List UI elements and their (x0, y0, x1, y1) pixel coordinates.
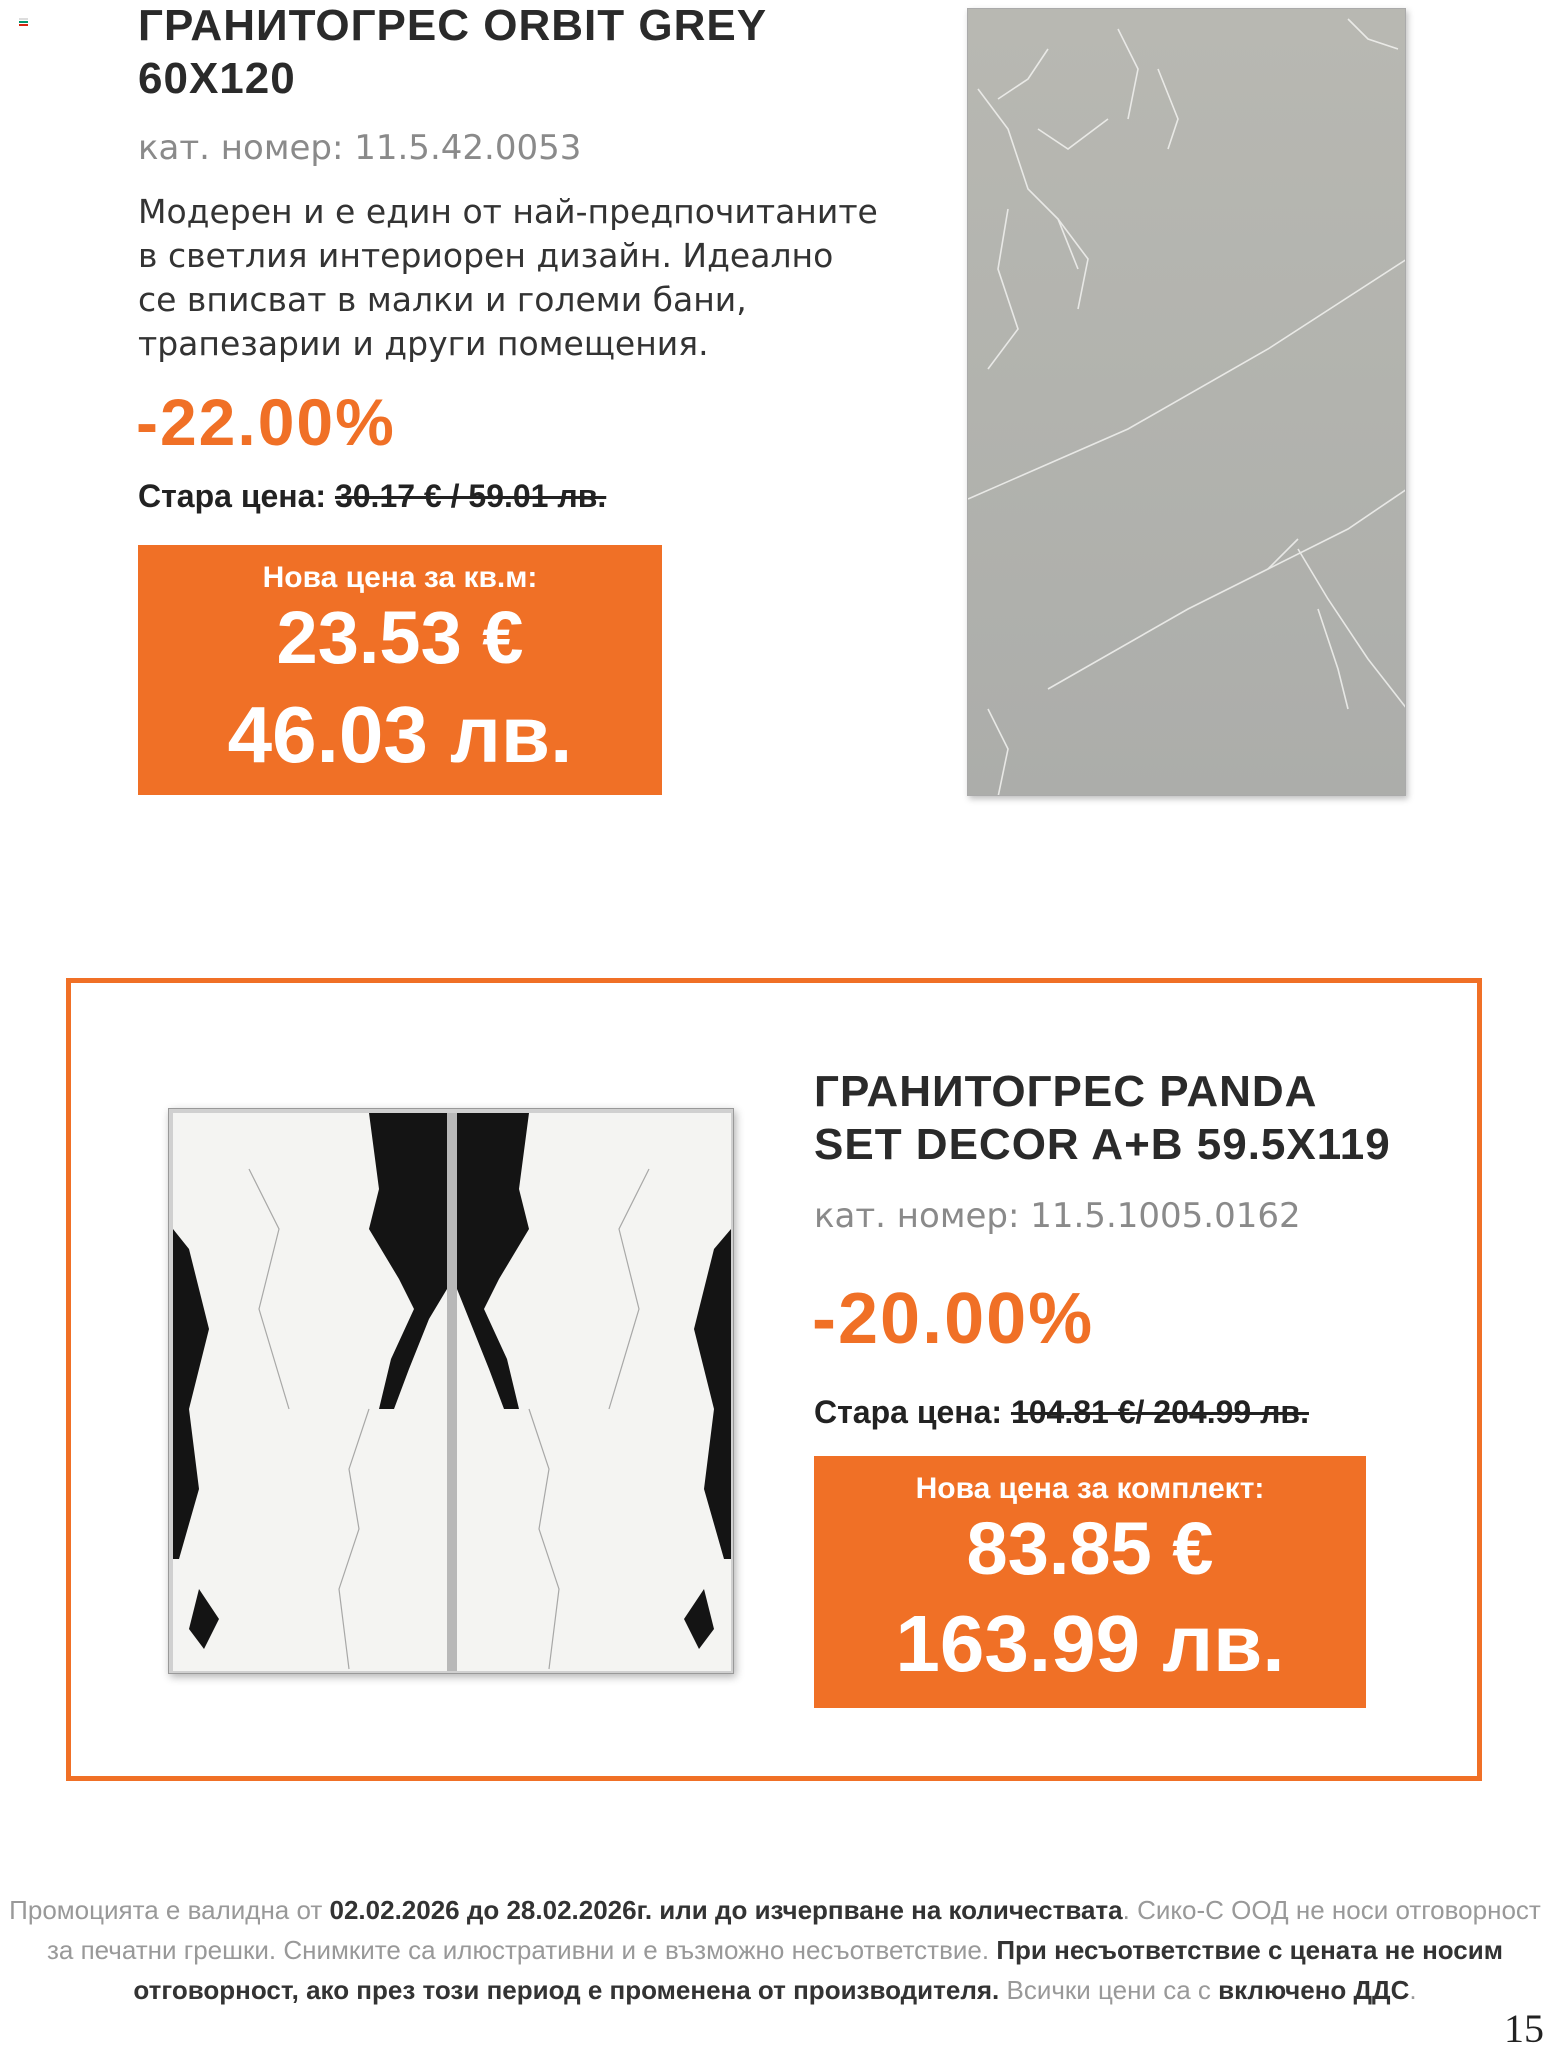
footer-text: . Сико-С ООД не носи отговорност (1122, 1895, 1541, 1925)
product1-discount: -22.00% (136, 385, 396, 459)
footer-vat-text: включено ДДС (1218, 1975, 1410, 2005)
old-price-value: 30.17 € / 59.01 лв. (334, 478, 607, 514)
product1-new-price-box (138, 545, 662, 795)
product1-description-line: трапезарии и други помещения. (138, 324, 709, 363)
new-price-bgn: 163.99 лв. (895, 1599, 1285, 1688)
panda-marble-tile-pair-image (168, 1108, 734, 1674)
product2-title-line1: ГРАНИТОГРЕС PANDA (814, 1067, 1318, 1116)
product2-old-price (814, 1394, 1309, 1431)
new-price-label: Нова цена за кв.м: (262, 561, 538, 594)
footer-text: Промоцията е валидна от (9, 1895, 330, 1925)
footer-disclaimer (0, 1890, 1550, 2010)
footer-bold-text: При несъответствие с цената не носим (996, 1935, 1503, 1965)
grey-marble-tile-image (967, 8, 1406, 796)
old-price-label: Стара цена: (138, 478, 327, 514)
product2-discount: -20.00% (812, 1279, 1095, 1359)
page-number: 15 (1504, 2006, 1544, 2049)
footer-text: . (1409, 1975, 1417, 2005)
new-price-eur: 23.53 € (276, 596, 524, 679)
product1-title (138, 0, 767, 106)
product1-catalog-number: кат. номер: 11.5.42.0053 (138, 128, 582, 168)
footer-text: Всички цени са с (999, 1975, 1219, 2005)
new-price-bgn: 46.03 лв. (227, 690, 573, 779)
product2-catalog-number: кат. номер: 11.5.1005.0162 (814, 1196, 1301, 1236)
new-price-eur: 83.85 € (966, 1507, 1214, 1590)
old-price-value: 104.81 €/ 204.99 лв. (1010, 1394, 1309, 1430)
footer-bold-text: отговорност, ако през този период е променена от производителя. (133, 1975, 1000, 2005)
product1-title-line1: ГРАНИТОГРЕС ORBIT GREY (138, 1, 768, 50)
footer-line (0, 1890, 1550, 1930)
product1-description-line: се вписват в малки и големи бани, (138, 280, 747, 319)
old-price-label: Стара цена: (814, 1394, 1003, 1430)
marble-veins (968, 9, 1406, 796)
footer-text: за печатни грешки. Снимките са илюстративни и е възможно несъответствие. (47, 1935, 997, 1965)
footer-line (0, 1970, 1550, 2010)
footer-validity-dates: 02.02.2026 до 28.02.2026г. или до изчерпване на количествата (329, 1895, 1123, 1925)
product2-title-line2: SET DECOR A+B 59.5X119 (814, 1119, 1391, 1169)
panda-marble-pattern (169, 1109, 735, 1675)
product2-title (814, 1066, 1391, 1172)
new-price-label: Нова цена за комплект: (915, 1472, 1265, 1505)
product1-description (138, 190, 878, 366)
flag-icon (19, 18, 28, 25)
product1-old-price (138, 478, 606, 515)
product1-title-line2: 60X120 (138, 53, 296, 103)
product2-new-price-box (814, 1456, 1366, 1708)
footer-line (0, 1930, 1550, 1970)
product1-description-line: Модерен и е един от най-предпочитаните (138, 192, 878, 231)
product1-description-line: в светлия интериорен дизайн. Идеално (138, 236, 834, 275)
